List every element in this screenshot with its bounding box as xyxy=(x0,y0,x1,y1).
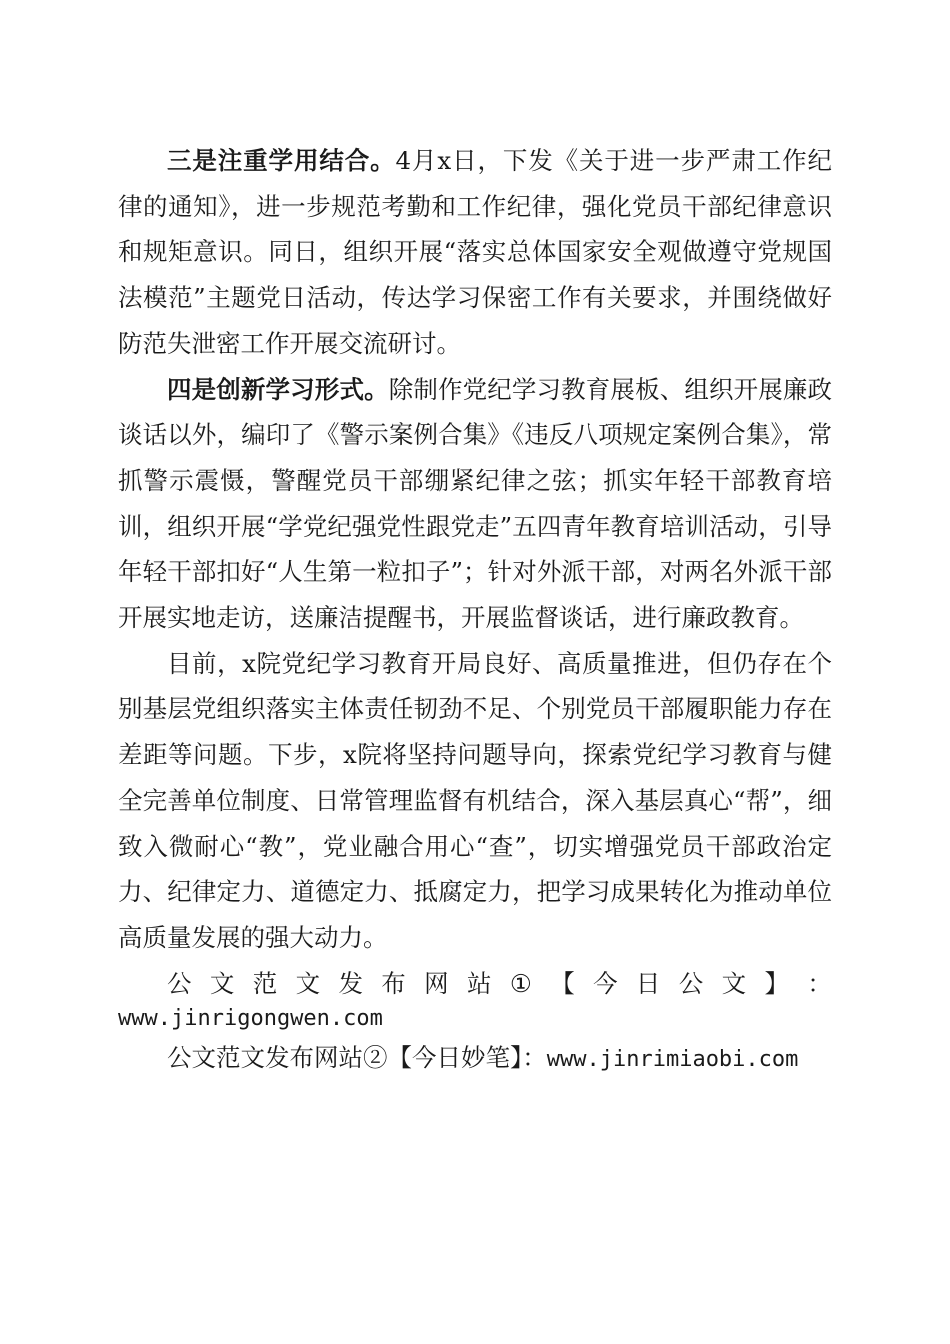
paragraph-text: 4月x日，下发《关于进一步严肃工作纪律的通知》，进一步规范考勤和工作纪律，强化党员干部纪律意识和规矩意识。同日，组织开展“落实总体国家安全观做遵守党规国法模范”主题党日活动，传达学习保密工作有关要求，并围绕做好防范失泄密工作开展交流研讨。 xyxy=(118,146,833,358)
site1-label-char: 布 xyxy=(381,968,406,998)
footer-site1-label xyxy=(118,961,832,1007)
site1-label-char: 发 xyxy=(338,968,363,998)
site2-link[interactable]: www.jinrimiaobi.com xyxy=(546,1047,799,1073)
site1-link[interactable]: www.jinrigongwen.com xyxy=(118,1006,383,1032)
site1-label-char: 日 xyxy=(635,968,661,998)
site2-label: 公文范文发布网站②【今日妙笔】： xyxy=(167,1043,547,1073)
site1-label-char: ： xyxy=(807,968,832,998)
site1-label-char: 文 xyxy=(721,968,747,998)
site1-label-char: 范 xyxy=(252,968,278,998)
site1-label-char: 今 xyxy=(593,968,618,998)
paragraph-innovate-forms xyxy=(118,367,832,641)
document-body xyxy=(118,138,832,1083)
paragraph-text: 目前，x院党纪学习教育开局良好、高质量推进，但仍存在个别基层党组织落实主体责任韧劲不足、个别党员干部履职能力存在差距等问题。下步，x院将坚持问题导向，探索党纪学习教育与健全完善单位制度、日常管理监督有机结合，深入基层真心“帮”，细致入微耐心“教”，党业融合用心“查”，切实增强党员干部政治定力、纪律定力、道德定力、抵腐定力，把学习成果转化为推动单位高质量发展的强大动力。 xyxy=(118,648,832,952)
site1-label-char: ① xyxy=(509,968,532,998)
site1-label-char: 】 xyxy=(764,968,789,998)
footer-site1-url[interactable] xyxy=(118,1006,832,1031)
site1-label-char: 网 xyxy=(424,968,449,998)
paragraph-study-application xyxy=(118,138,832,367)
paragraph-lead: 三是注重学用结合。 xyxy=(167,146,396,175)
site1-label-char: 文 xyxy=(209,968,235,998)
paragraph-current-status xyxy=(118,641,832,961)
site1-label-char: 公 xyxy=(678,968,704,998)
paragraph-lead: 四是创新学习形式。 xyxy=(167,374,389,404)
paragraph-text: 除制作党纪学习教育展板、组织开展廉政谈话以外，编印了《警示案例合集》《违反八项规定案例合集》，常抓警示震慑，警醒党员干部绷紧纪律之弦；抓实年轻干部教育培训，组织开展“学党纪强党性跟党走”五四青年教育培训活动，引导年轻干部扣好“人生第一粒扣子”；针对外派干部，对两名外派干部开展实地走访，送廉洁提醒书，开展监督谈话，进行廉政教育。 xyxy=(118,374,833,633)
site1-label-char: 【 xyxy=(550,968,575,998)
site1-label-char: 文 xyxy=(295,968,321,998)
site1-label-char: 站 xyxy=(467,968,492,998)
site1-label-char: 公 xyxy=(167,968,192,998)
footer-site2 xyxy=(118,1035,832,1083)
